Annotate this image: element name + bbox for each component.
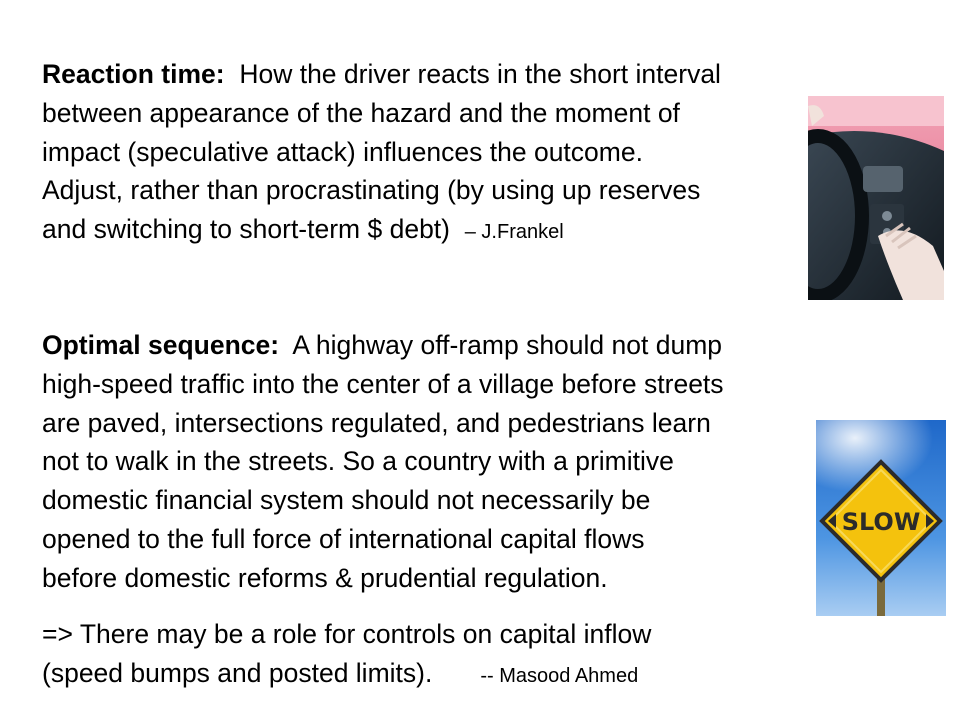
optimal-sequence-heading: Optimal sequence: xyxy=(42,330,280,360)
optimal-sequence-paragraph xyxy=(42,326,724,598)
conclusion-line-2: (speed bumps and posted limits). xyxy=(42,657,433,688)
slow-sign-image xyxy=(816,420,946,616)
reaction-line-4: Adjust, rather than procrastinating (by using up reserves xyxy=(42,175,701,206)
reaction-time-paragraph xyxy=(42,55,721,252)
slow-sign-text: SLOW xyxy=(841,508,921,536)
sequence-line-4: not to walk in the streets. So a country with a primitive xyxy=(42,446,674,477)
reaction-line-1: How the driver reacts in the short interval xyxy=(239,59,721,89)
conclusion-line-1: => There may be a role for controls on capital inflow xyxy=(42,619,652,649)
reaction-line-2: between appearance of the hazard and the moment of xyxy=(42,97,680,128)
car-dashboard-image xyxy=(808,96,944,300)
reaction-time-heading: Reaction time: xyxy=(42,59,225,89)
ahmed-attribution: -- Masood Ahmed xyxy=(480,664,639,687)
sequence-line-6: opened to the full force of international capital flows xyxy=(42,523,645,554)
sequence-line-3: are paved, intersections regulated, and pedestrians learn xyxy=(42,407,711,438)
conclusion-paragraph xyxy=(42,615,651,696)
reaction-line-5: and switching to short-term $ debt) xyxy=(42,214,450,245)
frankel-attribution: – J.Frankel xyxy=(464,221,564,244)
sequence-line-5: domestic financial system should not necessarily be xyxy=(42,485,651,516)
sequence-line-2: high-speed traffic into the center of a village before streets xyxy=(42,368,724,399)
sequence-line-7: before domestic reforms & prudential regulation. xyxy=(42,562,608,593)
reaction-line-3: impact (speculative attack) influences the outcome. xyxy=(42,136,643,167)
sequence-line-1: A highway off-ramp should not dump xyxy=(292,330,723,360)
